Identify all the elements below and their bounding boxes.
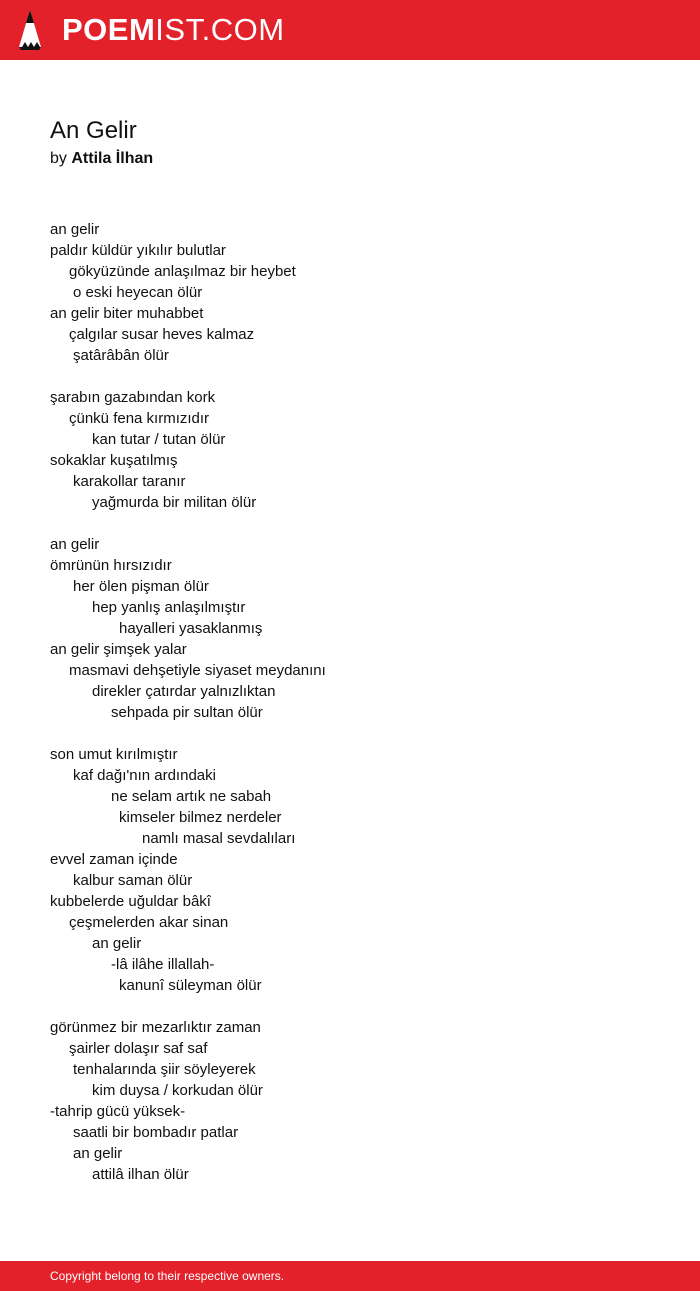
poem-line: an gelir biter muhabbet xyxy=(50,305,204,322)
stanza-break xyxy=(50,513,670,534)
byline xyxy=(50,149,153,169)
poem-line: karakollar taranır xyxy=(73,473,186,490)
site-footer xyxy=(0,1261,700,1291)
poem-line: o eski heyecan ölür xyxy=(73,284,203,301)
poem-body xyxy=(50,219,670,1185)
poem-line: sehpada pir sultan ölür xyxy=(111,704,263,721)
poem-line: şatârâbân ölür xyxy=(73,347,169,364)
copyright-text: Copyright belong to their respective owners. xyxy=(50,1269,285,1283)
poem-line: an gelir xyxy=(50,536,100,553)
poem-line: kan tutar / tutan ölür xyxy=(92,431,226,448)
poem-line: an gelir şimşek yalar xyxy=(50,641,187,658)
poem-line: son umut kırılmıştır xyxy=(50,746,178,763)
poem-line: an gelir xyxy=(73,1145,123,1162)
poem-line: ne selam artık ne sabah xyxy=(111,788,272,805)
poem-line: tenhalarında şiir söyleyerek xyxy=(73,1061,256,1078)
by-label: by xyxy=(50,150,67,167)
poem-line: saatli bir bombadır patlar xyxy=(73,1124,239,1141)
poem-line: çünkü fena kırmızıdır xyxy=(69,410,210,427)
site-header xyxy=(0,0,700,60)
poem-line: attilâ ilhan ölür xyxy=(92,1166,189,1183)
logo-text-bold: POEM xyxy=(62,12,156,47)
poem-line: yağmurda bir militan ölür xyxy=(92,494,257,511)
poem-line: -tahrip gücü yüksek- xyxy=(50,1103,186,1120)
author-name: Attila İlhan xyxy=(71,150,154,167)
site-logo[interactable] xyxy=(62,12,285,48)
pencil-icon[interactable] xyxy=(18,9,42,51)
poem-line: kubbelerde uğuldar bâkî xyxy=(50,893,211,910)
poem-line: an gelir xyxy=(92,935,142,952)
poem-line: kimseler bilmez nerdeler xyxy=(119,809,282,826)
poem-title: An Gelir xyxy=(50,117,137,144)
poem-line: hayalleri yasaklanmış xyxy=(119,620,263,637)
poem-line: kanunî süleyman ölür xyxy=(119,977,262,994)
stanza-break xyxy=(50,996,670,1017)
logo-text-light: IST.COM xyxy=(155,12,285,47)
poem-line: her ölen pişman ölür xyxy=(73,578,209,595)
poem-line: çeşmelerden akar sinan xyxy=(69,914,229,931)
poem-line: sokaklar kuşatılmış xyxy=(50,452,178,469)
poem-line: evvel zaman içinde xyxy=(50,851,178,868)
poem-line: gökyüzünde anlaşılmaz bir heybet xyxy=(69,263,296,280)
poem-line: namlı masal sevdalıları xyxy=(142,830,296,847)
poem-line: hep yanlış anlaşılmıştır xyxy=(92,599,246,616)
poem-line: direkler çatırdar yalnızlıktan xyxy=(92,683,276,700)
poem-line: kim duysa / korkudan ölür xyxy=(92,1082,263,1099)
poem-line: kaf dağı'nın ardındaki xyxy=(73,767,216,784)
poem-line: şarabın gazabından kork xyxy=(50,389,216,406)
poem-line: kalbur saman ölür xyxy=(73,872,193,889)
stanza-break xyxy=(50,366,670,387)
poem-line: çalgılar susar heves kalmaz xyxy=(69,326,255,343)
poem-line: ömrünün hırsızıdır xyxy=(50,557,172,574)
poem-line: an gelir xyxy=(50,221,100,238)
poem-line: masmavi dehşetiyle siyaset meydanını xyxy=(69,662,326,679)
poem-line: -lâ ilâhe illallah- xyxy=(111,956,215,973)
poem-line: görünmez bir mezarlıktır zaman xyxy=(50,1019,261,1036)
stanza-break xyxy=(50,723,670,744)
poem-line: paldır küldür yıkılır bulutlar xyxy=(50,242,226,259)
poem-line: şairler dolaşır saf saf xyxy=(69,1040,208,1057)
